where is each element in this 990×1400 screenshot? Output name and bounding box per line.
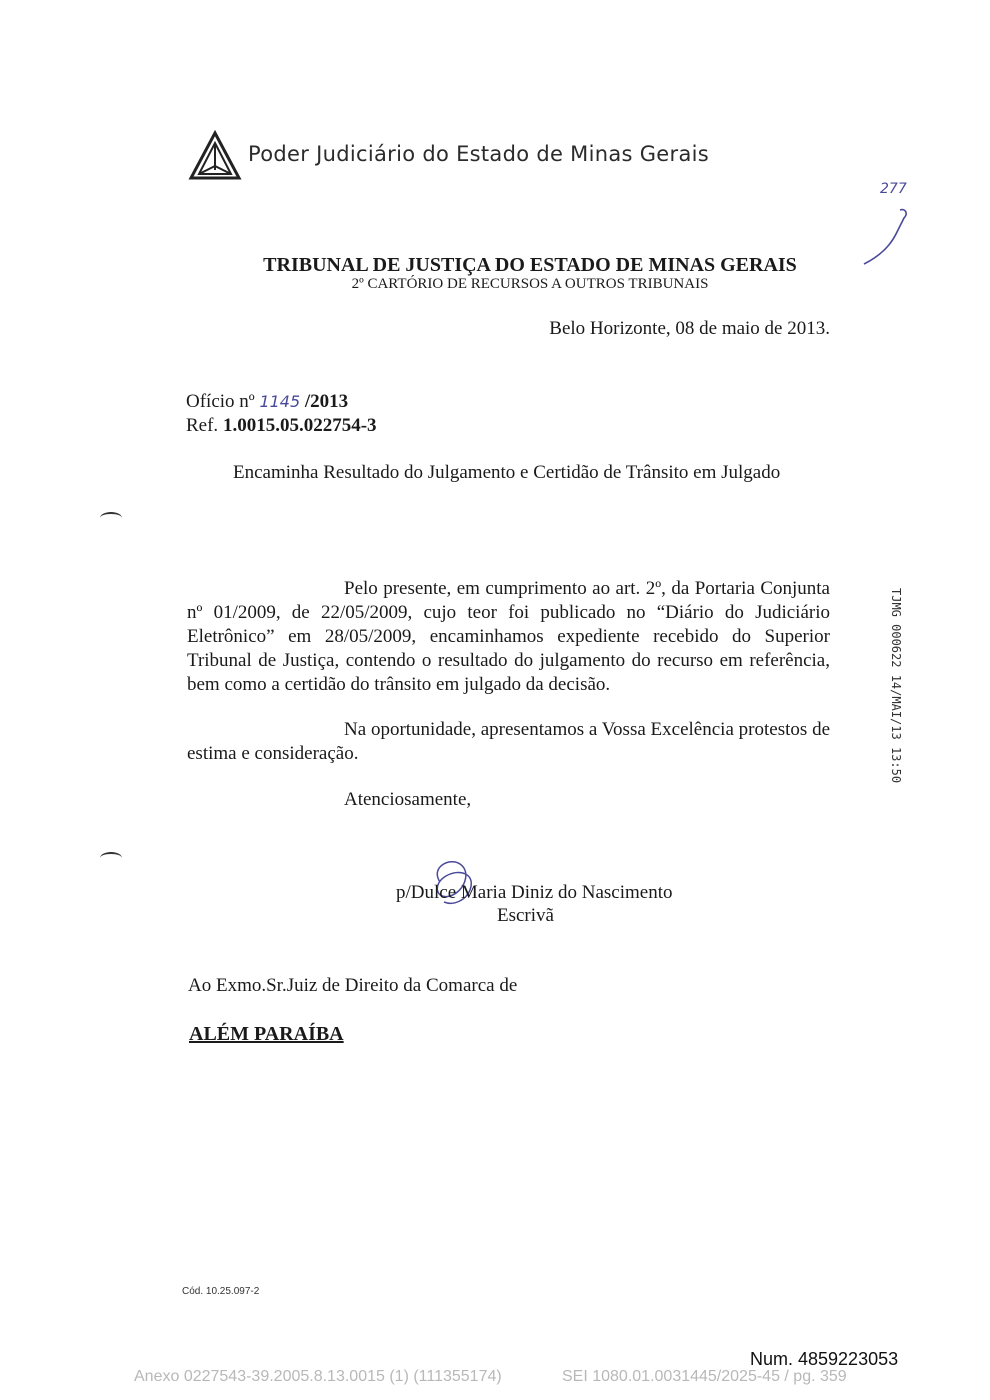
closing-line: Atenciosamente,	[344, 789, 472, 810]
addressee-city: ALÉM PARAÍBA	[189, 1023, 344, 1045]
court-department: 2º CARTÓRIO DE RECURSOS A OUTROS TRIBUNAIS	[351, 276, 709, 292]
reference-prefix: Ref.	[186, 415, 219, 436]
subject-line: Encaminha Resultado do Julgamento e Certidão de Trânsito em Julgado	[233, 462, 781, 483]
annex-footer: Anexo 0227543-39.2005.8.13.0015 (1) (111355174)	[134, 1368, 502, 1385]
paragraph-2-text: Na oportunidade, apresentamos a Vossa Excelência protestos de estima e consideração.	[187, 719, 830, 764]
paragraph-1-text: Pelo presente, em cumprimento ao art. 2º, da Portaria Conjunta nº 01/2009, de 22/05/2009, cujo teor foi publicado no “Diário do Judiciário Eletrônico” em 28/05/2009, encaminhamos expediente recebido do Superior Tribunal de Justiça, contendo o resultado do julgamento do recurso em referência, bem como a certidão do trânsito em julgado da decisão.	[187, 578, 830, 695]
oficio-prefix: Ofício nº	[186, 391, 255, 412]
triangle-logo-icon	[188, 130, 242, 182]
signatory-name: p/Dulce Maria Diniz do Nascimento	[396, 882, 673, 903]
punch-hole-mark	[100, 512, 122, 524]
institution-title: Poder Judiciário do Estado de Minas Gerais	[248, 142, 709, 166]
document-number: Num. 4859223053	[750, 1349, 899, 1369]
addressee-line: Ao Exmo.Sr.Juiz de Direito da Comarca de	[188, 975, 518, 996]
reference-number: 1.0015.05.022754-3	[222, 415, 377, 436]
reference-line	[186, 415, 377, 437]
oficio-handwritten-number: 1145	[259, 392, 301, 411]
date-line: Belo Horizonte, 08 de maio de 2013.	[549, 318, 830, 339]
punch-hole-mark	[100, 852, 122, 864]
handwritten-page-number: 277	[880, 181, 907, 197]
court-name: TRIBUNAL DE JUSTIÇA DO ESTADO DE MINAS GERAIS	[263, 254, 797, 276]
oficio-line	[186, 391, 348, 413]
oficio-year: /2013	[304, 391, 349, 412]
form-code: Cód. 10.25.097-2	[182, 1286, 260, 1297]
body-paragraph-2	[187, 718, 830, 766]
body-paragraph-1	[187, 577, 830, 697]
sei-footer: SEI 1080.01.0031445/2025-45 / pg. 359	[562, 1368, 847, 1385]
receipt-stamp: TJMG 000622 14/MAI/13 13:50	[889, 588, 903, 784]
signatory-role: Escrivã	[497, 905, 554, 926]
